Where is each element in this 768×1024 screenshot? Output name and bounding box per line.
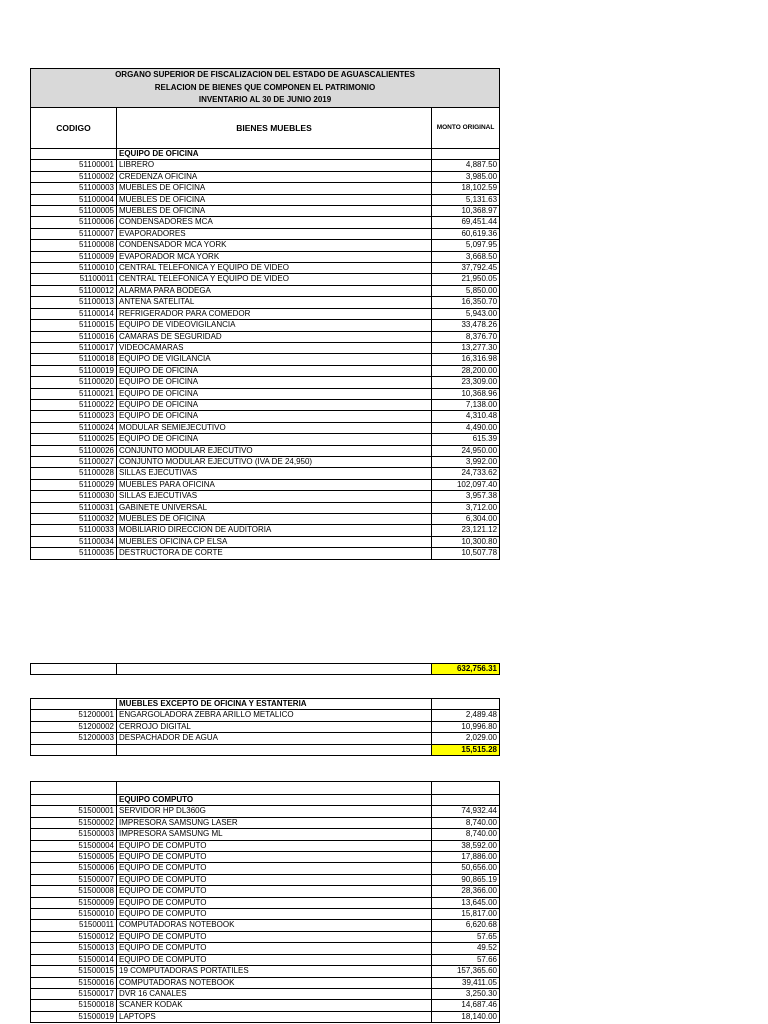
inventory-table-equipo-oficina — [30, 68, 500, 560]
item-code: 51100005 — [31, 206, 117, 217]
table-row — [31, 920, 500, 931]
table-row — [31, 411, 500, 422]
item-description: IMPRESORA SAMSUNG LASER — [117, 817, 432, 828]
item-code: 51500013 — [31, 943, 117, 954]
item-description: CONDENSADORES MCA — [117, 217, 432, 228]
item-description: CAMARAS DE SEGURIDAD — [117, 331, 432, 342]
item-amount: 10,368.96 — [432, 388, 500, 399]
table-row — [31, 931, 500, 942]
inventory-table-muebles — [30, 698, 500, 756]
item-code: 51100003 — [31, 183, 117, 194]
item-description: EQUIPO DE COMPUTO — [117, 886, 432, 897]
item-amount: 5,097.95 — [432, 240, 500, 251]
item-description: EQUIPO DE OFICINA — [117, 388, 432, 399]
item-description: COMPUTADORAS NOTEBOOK — [117, 977, 432, 988]
table-row — [31, 909, 500, 920]
column-header-bienes: BIENES MUEBLES — [117, 108, 432, 149]
item-description: REFRIGERADOR PARA COMEDOR — [117, 308, 432, 319]
item-description: EQUIPO DE COMPUTO — [117, 954, 432, 965]
table-row — [31, 274, 500, 285]
item-code: 51500009 — [31, 897, 117, 908]
item-amount: 10,368.97 — [432, 206, 500, 217]
item-amount: 2,029.00 — [432, 733, 500, 744]
item-description: EQUIPO DE VIGILANCIA — [117, 354, 432, 365]
table-row — [31, 354, 500, 365]
item-amount: 8,376.70 — [432, 331, 500, 342]
item-description: ALARMA PARA BODEGA — [117, 285, 432, 296]
item-amount: 37,792.45 — [432, 263, 500, 274]
item-description: MUEBLES DE OFICINA — [117, 183, 432, 194]
table-row — [31, 721, 500, 732]
item-code: 51100001 — [31, 160, 117, 171]
item-code: 51100014 — [31, 308, 117, 319]
item-code: 51500004 — [31, 840, 117, 851]
item-amount: 10,507.78 — [432, 548, 500, 559]
item-code: 51500007 — [31, 874, 117, 885]
total-row — [31, 744, 500, 755]
item-amount: 6,620.68 — [432, 920, 500, 931]
item-description: EQUIPO DE OFICINA — [117, 365, 432, 376]
section3-rows — [31, 806, 500, 1023]
table-row — [31, 206, 500, 217]
column-header-row — [31, 108, 500, 149]
item-code: 51100029 — [31, 479, 117, 490]
item-amount: 60,619.36 — [432, 228, 500, 239]
item-amount: 21,950.05 — [432, 274, 500, 285]
table-row — [31, 285, 500, 296]
table-row — [31, 977, 500, 988]
item-amount: 4,490.00 — [432, 422, 500, 433]
table-row — [31, 886, 500, 897]
item-description: LAPTOPS — [117, 1011, 432, 1022]
item-description: MUEBLES PARA OFICINA — [117, 479, 432, 490]
item-code: 51100012 — [31, 285, 117, 296]
item-code: 51500006 — [31, 863, 117, 874]
item-code: 51500014 — [31, 954, 117, 965]
item-description: MUEBLES DE OFICINA — [117, 194, 432, 205]
table-row — [31, 320, 500, 331]
item-code: 51100021 — [31, 388, 117, 399]
table-row — [31, 228, 500, 239]
section-title-row — [31, 699, 500, 710]
item-amount: 157,365.60 — [432, 966, 500, 977]
item-description: EQUIPO DE COMPUTO — [117, 931, 432, 942]
section-total: 632,756.31 — [432, 664, 500, 675]
table-row — [31, 399, 500, 410]
item-description: EQUIPO DE OFICINA — [117, 434, 432, 445]
item-code: 51100013 — [31, 297, 117, 308]
item-amount: 4,310.48 — [432, 411, 500, 422]
table-row — [31, 456, 500, 467]
table-row — [31, 342, 500, 353]
table-row — [31, 840, 500, 851]
item-code: 51100035 — [31, 548, 117, 559]
item-description: MUEBLES DE OFICINA — [117, 206, 432, 217]
table-row — [31, 422, 500, 433]
item-code: 51100007 — [31, 228, 117, 239]
item-amount: 6,304.00 — [432, 514, 500, 525]
item-code: 51100032 — [31, 514, 117, 525]
item-description: ENGARGOLADORA ZEBRA ARILLO METALICO — [117, 710, 432, 721]
table-row — [31, 479, 500, 490]
report-title-inventory-date: INVENTARIO AL 30 DE JUNIO 2019 — [198, 95, 332, 105]
item-amount: 16,350.70 — [432, 297, 500, 308]
item-code: 51500015 — [31, 966, 117, 977]
item-description: EQUIPO DE COMPUTO — [117, 909, 432, 920]
table-row — [31, 1000, 500, 1011]
item-code: 51100015 — [31, 320, 117, 331]
item-code: 51100033 — [31, 525, 117, 536]
item-amount: 3,985.00 — [432, 171, 500, 182]
table-row — [31, 434, 500, 445]
item-description: EVAPORADORES — [117, 228, 432, 239]
item-description: EQUIPO DE OFICINA — [117, 377, 432, 388]
item-description: EQUIPO DE VIDEOVIGILANCIA — [117, 320, 432, 331]
table-row — [31, 710, 500, 721]
item-code: 51100009 — [31, 251, 117, 262]
item-amount: 16,316.98 — [432, 354, 500, 365]
table-row — [31, 863, 500, 874]
item-description: EVAPORADOR MCA YORK — [117, 251, 432, 262]
table-row — [31, 491, 500, 502]
report-header — [31, 69, 500, 108]
item-amount: 69,451.44 — [432, 217, 500, 228]
item-amount: 2,489.48 — [432, 710, 500, 721]
item-amount: 3,957.38 — [432, 491, 500, 502]
item-amount: 74,932.44 — [432, 806, 500, 817]
column-header-monto: MONTO ORIGINAL — [432, 108, 500, 149]
item-amount: 8,740.00 — [432, 817, 500, 828]
item-description: EQUIPO DE COMPUTO — [117, 852, 432, 863]
item-code: 51100004 — [31, 194, 117, 205]
item-code: 51500012 — [31, 931, 117, 942]
table-row — [31, 536, 500, 547]
item-code: 51200003 — [31, 733, 117, 744]
item-amount: 39,411.05 — [432, 977, 500, 988]
item-description: MODULAR SEMIEJECUTIVO — [117, 422, 432, 433]
item-description: CENTRAL TELEFONICA Y EQUIPO DE VIDEO — [117, 274, 432, 285]
item-description: MUEBLES DE OFICINA — [117, 514, 432, 525]
item-description: 19 COMPUTADORAS PORTATILES — [117, 966, 432, 977]
item-amount: 615.39 — [432, 434, 500, 445]
table-row — [31, 160, 500, 171]
item-amount: 3,668.50 — [432, 251, 500, 262]
item-code: 51100023 — [31, 411, 117, 422]
item-description: SILLAS EJECUTIVAS — [117, 491, 432, 502]
item-code: 51100034 — [31, 536, 117, 547]
item-amount: 50,656.00 — [432, 863, 500, 874]
item-description: COMPUTADORAS NOTEBOOK — [117, 920, 432, 931]
section-title: EQUIPO DE OFICINA — [117, 149, 432, 160]
item-description: EQUIPO DE COMPUTO — [117, 840, 432, 851]
item-description: VIDEOCAMARAS — [117, 342, 432, 353]
item-description: CONDENSADOR MCA YORK — [117, 240, 432, 251]
item-code: 51500005 — [31, 852, 117, 863]
item-description: SERVIDOR HP DL360G — [117, 806, 432, 817]
item-code: 51100020 — [31, 377, 117, 388]
item-code: 51100025 — [31, 434, 117, 445]
total-row — [31, 664, 500, 675]
table-row — [31, 445, 500, 456]
item-description: MOBILIARIO DIRECCION DE AUDITORIA — [117, 525, 432, 536]
item-description: EQUIPO DE COMPUTO — [117, 863, 432, 874]
table-row — [31, 954, 500, 965]
item-code: 51100006 — [31, 217, 117, 228]
table-row — [31, 297, 500, 308]
item-amount: 14,687.46 — [432, 1000, 500, 1011]
item-code: 51100031 — [31, 502, 117, 513]
table-row — [31, 897, 500, 908]
item-code: 51100028 — [31, 468, 117, 479]
item-amount: 4,887.50 — [432, 160, 500, 171]
section-total: 15,515.28 — [432, 744, 500, 755]
item-description: EQUIPO DE COMPUTO — [117, 943, 432, 954]
report-title-organization: ORGANO SUPERIOR DE FISCALIZACION DEL ESTADO DE AGUASCALIENTES — [115, 70, 415, 80]
section-title-row — [31, 149, 500, 160]
item-amount: 5,850.00 — [432, 285, 500, 296]
item-code: 51500017 — [31, 988, 117, 999]
table-row — [31, 251, 500, 262]
section-title: EQUIPO COMPUTO — [117, 795, 432, 806]
report-title-relation: RELACION DE BIENES QUE COMPONEN EL PATRIMONIO — [154, 82, 376, 92]
table-row — [31, 388, 500, 399]
item-code: 51100002 — [31, 171, 117, 182]
item-description: LIBRERO — [117, 160, 432, 171]
item-amount: 28,366.00 — [432, 886, 500, 897]
item-amount: 3,712.00 — [432, 502, 500, 513]
table-row — [31, 194, 500, 205]
section1-rows — [31, 160, 500, 559]
item-description: SILLAS EJECUTIVAS — [117, 468, 432, 479]
item-description: IMPRESORA SAMSUNG ML — [117, 829, 432, 840]
item-code: 51500018 — [31, 1000, 117, 1011]
table-row — [31, 514, 500, 525]
table-row — [31, 988, 500, 999]
item-description: EQUIPO DE COMPUTO — [117, 874, 432, 885]
item-amount: 18,140.00 — [432, 1011, 500, 1022]
item-description: ANTENA SATELITAL — [117, 297, 432, 308]
table-row — [31, 171, 500, 182]
item-code: 51100030 — [31, 491, 117, 502]
item-code: 51500019 — [31, 1011, 117, 1022]
inventory-table-equipo-computo — [30, 781, 500, 1023]
item-code: 51500011 — [31, 920, 117, 931]
item-amount: 57.65 — [432, 931, 500, 942]
item-code: 51500016 — [31, 977, 117, 988]
table-row — [31, 733, 500, 744]
item-code: 51500001 — [31, 806, 117, 817]
section-title-row — [31, 795, 500, 806]
table-row — [31, 468, 500, 479]
item-code: 51100022 — [31, 399, 117, 410]
item-amount: 10,300.80 — [432, 536, 500, 547]
table-row — [31, 874, 500, 885]
item-code: 51500010 — [31, 909, 117, 920]
item-amount: 13,277.30 — [432, 342, 500, 353]
item-amount: 5,943.00 — [432, 308, 500, 319]
item-description: CONJUNTO MODULAR EJECUTIVO — [117, 445, 432, 456]
item-code: 51500008 — [31, 886, 117, 897]
table-row — [31, 852, 500, 863]
item-amount: 28,200.00 — [432, 365, 500, 376]
table-row — [31, 183, 500, 194]
item-amount: 33,478.26 — [432, 320, 500, 331]
item-amount: 3,250.30 — [432, 988, 500, 999]
item-description: MUEBLES OFICINA CP ELSA — [117, 536, 432, 547]
item-code: 51100027 — [31, 456, 117, 467]
item-amount: 24,950.00 — [432, 445, 500, 456]
item-code: 51100018 — [31, 354, 117, 365]
item-description: DESPACHADOR DE AGUA — [117, 733, 432, 744]
table-row — [31, 217, 500, 228]
item-amount: 7,138.00 — [432, 399, 500, 410]
item-amount: 102,097.40 — [432, 479, 500, 490]
item-amount: 5,131.63 — [432, 194, 500, 205]
item-code: 51100019 — [31, 365, 117, 376]
table-row — [31, 331, 500, 342]
section2-rows — [31, 710, 500, 744]
item-description: CREDENZA OFICINA — [117, 171, 432, 182]
section-title: MUEBLES EXCEPTO DE OFICINA Y ESTANTERIA — [117, 699, 432, 710]
item-code: 51200002 — [31, 721, 117, 732]
table-row — [31, 365, 500, 376]
table-row — [31, 806, 500, 817]
table-row — [31, 377, 500, 388]
item-amount: 90,865.19 — [432, 874, 500, 885]
item-code: 51100016 — [31, 331, 117, 342]
item-amount: 17,886.00 — [432, 852, 500, 863]
item-amount: 8,740.00 — [432, 829, 500, 840]
item-code: 51100010 — [31, 263, 117, 274]
item-description: CERROJO DIGITAL — [117, 721, 432, 732]
report-header-row — [31, 69, 500, 108]
table-row — [31, 308, 500, 319]
item-amount: 49.52 — [432, 943, 500, 954]
item-description: EQUIPO DE COMPUTO — [117, 897, 432, 908]
item-code: 51100026 — [31, 445, 117, 456]
item-amount: 15,817.00 — [432, 909, 500, 920]
table-row — [31, 817, 500, 828]
item-code: 51200001 — [31, 710, 117, 721]
table-row — [31, 1011, 500, 1022]
item-code: 51100011 — [31, 274, 117, 285]
item-description: EQUIPO DE OFICINA — [117, 411, 432, 422]
item-description: SCANER KODAK — [117, 1000, 432, 1011]
table-row — [31, 548, 500, 559]
table-row — [31, 829, 500, 840]
total-table-equipo-oficina — [30, 663, 500, 675]
item-amount: 10,996.80 — [432, 721, 500, 732]
item-code: 51100024 — [31, 422, 117, 433]
item-description: GABINETE UNIVERSAL — [117, 502, 432, 513]
table-row — [31, 502, 500, 513]
item-code: 51100008 — [31, 240, 117, 251]
item-description: DESTRUCTORA DE CORTE — [117, 548, 432, 559]
item-amount: 23,121.12 — [432, 525, 500, 536]
item-description: CONJUNTO MODULAR EJECUTIVO (IVA DE 24,950) — [117, 456, 432, 467]
item-amount: 23,309.00 — [432, 377, 500, 388]
item-amount: 38,592.00 — [432, 840, 500, 851]
item-amount: 57.66 — [432, 954, 500, 965]
table-row — [31, 263, 500, 274]
table-row — [31, 525, 500, 536]
item-amount: 3,992.00 — [432, 456, 500, 467]
table-row — [31, 240, 500, 251]
item-amount: 24,733.62 — [432, 468, 500, 479]
blank-row — [31, 782, 500, 795]
table-row — [31, 943, 500, 954]
item-amount: 13,645.00 — [432, 897, 500, 908]
item-code: 51500003 — [31, 829, 117, 840]
item-code: 51100017 — [31, 342, 117, 353]
item-description: EQUIPO DE OFICINA — [117, 399, 432, 410]
table-row — [31, 966, 500, 977]
item-amount: 18,102.59 — [432, 183, 500, 194]
item-code: 51500002 — [31, 817, 117, 828]
item-description: DVR 16 CANALES — [117, 988, 432, 999]
item-description: CENTRAL TELEFONICA Y EQUIPO DE VIDEO — [117, 263, 432, 274]
column-header-codigo: CODIGO — [31, 108, 117, 149]
